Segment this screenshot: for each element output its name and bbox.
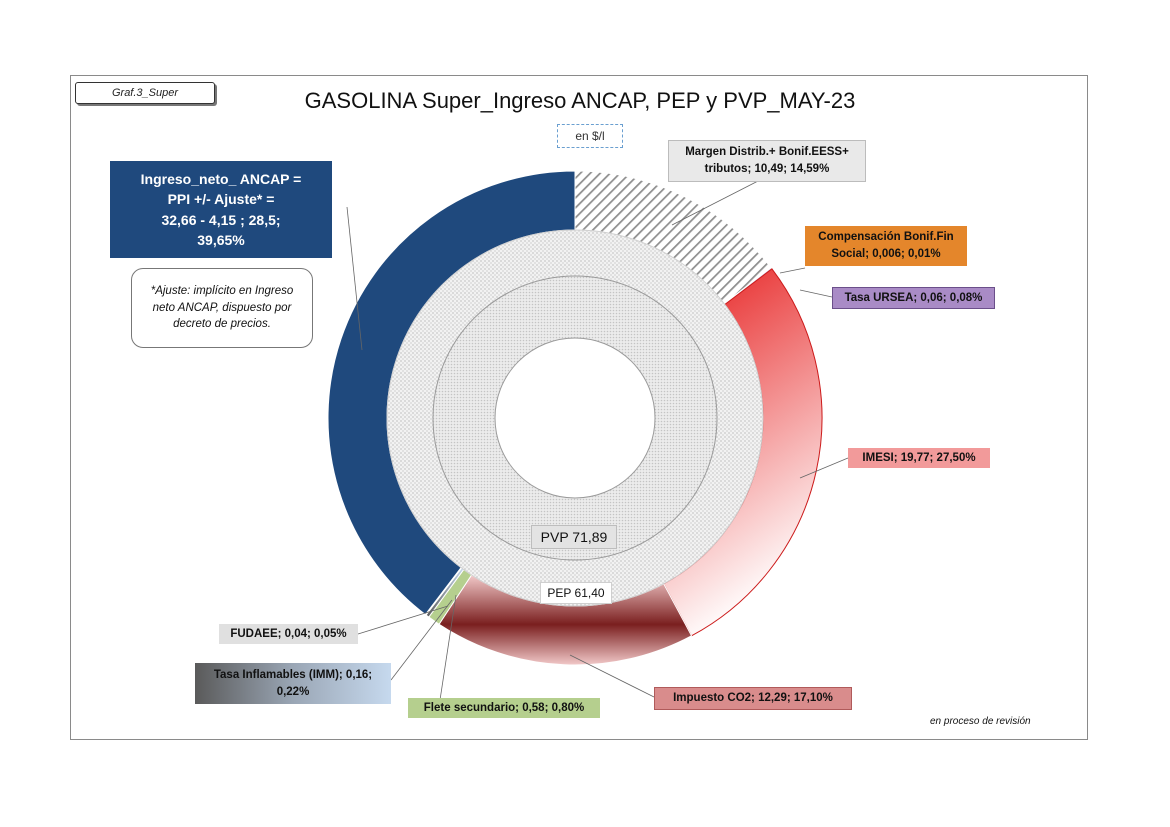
margen-line2: tributos; 10,49; 14,59% [704,163,830,175]
pvp-label: PVP 71,89 [531,525,617,549]
ancap-line3: 32,66 - 4,15 ; 28,5; [161,211,281,228]
label-co2: Impuesto CO2; 12,29; 17,10% [654,687,852,710]
margen-line1: Margen Distrib.+ Bonif.EESS+ [685,146,849,159]
unit-label: en $/l [557,124,623,148]
label-fudaee: FUDAEE; 0,04; 0,05% [219,624,358,644]
inflam-line2: 0,22% [276,685,310,698]
label-inflamables [195,663,391,704]
label-ancap [110,161,332,258]
ancap-line4: 39,65% [197,231,245,248]
footer-note: en proceso de revisión [930,716,1031,727]
label-ursea: Tasa URSEA; 0,06; 0,08% [832,287,995,309]
label-imesi: IMESI; 19,77; 27,50% [848,448,990,468]
leader-comp [780,268,805,273]
comp-line1: Compensación Bonif.Fin [818,231,954,244]
chart-title: GASOLINA Super_Ingreso ANCAP, PEP y PVP_MAY-23 [304,88,856,113]
label-flete: Flete secundario; 0,58; 0,80% [408,698,600,718]
pep-label: PEP 61,40 [540,582,612,604]
comp-line2: Social; 0,006; 0,01% [831,248,941,260]
ancap-line1: Ingreso_neto_ ANCAP = [140,170,302,187]
ancap-line2: PPI +/- Ajuste* = [167,191,275,208]
donut-hole [495,338,655,498]
inflam-line1: Tasa Inflamables (IMM); 0,16; [213,668,373,681]
note-ajuste: *Ajuste: implícito en Ingreso neto ANCAP, dispuesto por decreto de precios. [131,268,313,348]
label-compensacion [805,226,967,266]
leader-ursea [800,290,832,297]
chart-tag: Graf.3_Super [75,82,215,104]
label-margen [668,140,866,182]
